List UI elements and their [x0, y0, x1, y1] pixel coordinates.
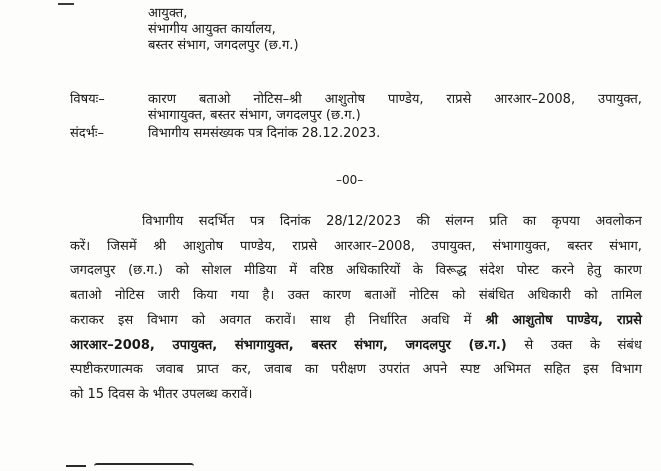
body-word: पोस्ट — [516, 263, 539, 279]
body-word: को — [452, 288, 466, 304]
body-word: कराकर — [70, 312, 104, 328]
body-line — [70, 235, 642, 260]
body-word: में — [289, 263, 297, 279]
body-line — [70, 334, 642, 359]
subject-word: राप्रसे — [446, 92, 472, 107]
signature-stroke — [66, 465, 86, 467]
body-word: किया — [192, 288, 218, 304]
addressee-line: आयुक्त, — [148, 6, 188, 21]
body-line — [70, 284, 642, 309]
body-bold-word: उपायुक्त, — [172, 337, 218, 353]
body-word: को — [175, 263, 189, 279]
body-word: जगदलपुर — [70, 263, 116, 279]
body-word: कारण — [322, 288, 351, 304]
body-word: राप्रसे — [292, 238, 318, 254]
body-word: आरआर–2008, — [333, 238, 415, 254]
body-word: संबंधित — [478, 288, 514, 304]
body-word: के — [590, 337, 600, 353]
body-word: का — [522, 214, 537, 229]
subject-label: विषयः– — [70, 92, 105, 107]
body-bold-word: संभाग, — [354, 337, 388, 353]
addressee-line: बस्तर संभाग, जगदलपुर (छ.ग.) — [148, 38, 299, 53]
body-word: हेतु — [586, 263, 602, 279]
body-line: को 15 दिवस के भीतर उपलब्ध करावें। — [70, 386, 253, 402]
body-word: दिनांक — [279, 214, 311, 229]
signature-fragment — [66, 462, 194, 470]
subject-line: संभागायुक्त, बस्तर संभाग, जगदलपुर (छ.ग.) — [148, 108, 361, 123]
body-word: करावें। — [265, 312, 296, 328]
body-word: जवाब — [155, 362, 184, 378]
body-line — [70, 259, 642, 284]
body-word: नोटिस — [114, 288, 145, 304]
body-word: श्री — [153, 238, 166, 254]
subject-word: कारण — [148, 92, 177, 107]
body-word: स्पष्ट — [460, 362, 481, 378]
body-word: में — [463, 312, 472, 328]
body-word: अधिकारियों — [345, 263, 401, 279]
body-word: तामिल — [611, 288, 642, 304]
section-divider: –00– — [336, 173, 364, 187]
body-word: विरूद्ध — [435, 263, 467, 279]
body-word: जवाब — [264, 362, 292, 378]
body-word: वरिष्ठ — [309, 263, 334, 279]
body-word: बताओ — [70, 288, 102, 304]
body-bold-word: आरआर–2008, — [70, 337, 155, 353]
body-word: करने — [551, 263, 575, 279]
body-bold-word: संभागायुक्त, — [234, 337, 294, 353]
body-word: अभिमत — [493, 362, 531, 378]
body-line — [70, 210, 642, 235]
body-bold-word: श्री — [485, 312, 499, 328]
body-word: बताओं — [364, 288, 396, 304]
body-word: सदर्भित — [198, 214, 235, 229]
body-word: संदेश — [479, 263, 504, 279]
body-word: उक्त — [550, 337, 573, 353]
body-word: सहित — [543, 362, 571, 378]
addressee-line: संभागीय आयुक्त कार्यालय, — [148, 22, 276, 37]
body-word: साथ — [310, 312, 331, 328]
body-bold-word: आशुतोष — [512, 312, 553, 328]
body-word: आशुतोष — [182, 238, 224, 254]
body-word: को — [584, 288, 598, 304]
body-bold-word: जगदलपुर — [405, 337, 451, 353]
body-word: को — [191, 312, 206, 328]
body-bold-word: राप्रसे — [617, 312, 642, 328]
body-word: गया — [230, 288, 249, 304]
body-word: से — [524, 337, 534, 353]
body-word: कर, — [231, 362, 252, 378]
body-word: कृपया — [551, 214, 580, 229]
body-word: नोटिस — [409, 288, 439, 304]
body-word: है। — [262, 288, 275, 304]
subject-word: आरआर–2008, — [494, 92, 576, 107]
body-word: का — [304, 362, 319, 378]
body-word: उपरांत — [379, 362, 410, 378]
letter-body — [70, 210, 642, 408]
body-word: संबंध — [617, 337, 642, 353]
subject-word: नोटिस–श्री — [253, 92, 302, 107]
body-word: अवलोकन — [595, 214, 642, 229]
body-word: विभागीय — [142, 214, 184, 229]
body-word: प्रति — [489, 214, 508, 229]
body-word: अवधि — [421, 312, 450, 328]
body-word: अधिकारी — [527, 288, 571, 304]
body-word: पत्र — [249, 214, 265, 229]
subject-text — [148, 92, 642, 124]
body-bold-word: बस्तर — [311, 337, 337, 353]
body-word: प्राप्त — [196, 362, 219, 378]
body-word: उक्त — [287, 288, 310, 304]
body-word: (छ.ग.) — [128, 263, 163, 279]
subject-word: पाण्डेय, — [387, 92, 424, 107]
body-word: संलग्न — [445, 214, 474, 229]
body-word: करें। — [70, 238, 91, 254]
subject-word: उपायुक्त, — [597, 92, 642, 107]
body-word: निर्धारित — [368, 312, 407, 328]
subject-line — [148, 92, 642, 108]
body-word: सोशल — [201, 263, 232, 279]
body-word: की — [416, 214, 430, 229]
body-word: मीडिया — [244, 263, 277, 279]
body-word: पाण्डेय, — [239, 238, 276, 254]
subject-word: बताओ — [198, 92, 231, 107]
body-bold-word: पाण्डेय, — [566, 312, 603, 328]
body-line — [70, 309, 642, 334]
body-word: अवगत — [219, 312, 252, 328]
body-word: जिसमें — [107, 238, 137, 254]
body-word: विभाग — [147, 312, 178, 328]
body-word: कारण — [613, 263, 642, 279]
body-word: इस — [118, 312, 134, 328]
addressee-block — [148, 6, 299, 54]
body-word: के — [412, 263, 423, 279]
body-word: जारी — [157, 288, 180, 304]
subject-word: आशुतोष — [324, 92, 366, 107]
body-word: स्पष्टीकरणात्मक — [70, 362, 143, 378]
reference-label: संदर्भः– — [70, 126, 104, 141]
body-line — [70, 358, 642, 383]
body-word: संभागायुक्त, — [492, 238, 551, 254]
body-word: अपने — [422, 362, 448, 378]
body-bold-word: (छ.ग.) — [468, 337, 507, 353]
body-word: उपायुक्त, — [431, 238, 476, 254]
body-word: परीक्षण — [331, 362, 367, 378]
cut-off-text-fragment — [58, 0, 74, 5]
body-word: इस — [583, 362, 599, 378]
reference-text: विभागीय समसंख्यक पत्र दिनांक 28.12.2023. — [148, 126, 381, 141]
body-word: विभाग — [611, 362, 642, 378]
body-word: ही — [344, 312, 355, 328]
body-word: संभाग, — [609, 238, 642, 254]
body-word: बस्तर — [567, 238, 593, 254]
body-word: 28/12/2023 — [326, 214, 402, 229]
